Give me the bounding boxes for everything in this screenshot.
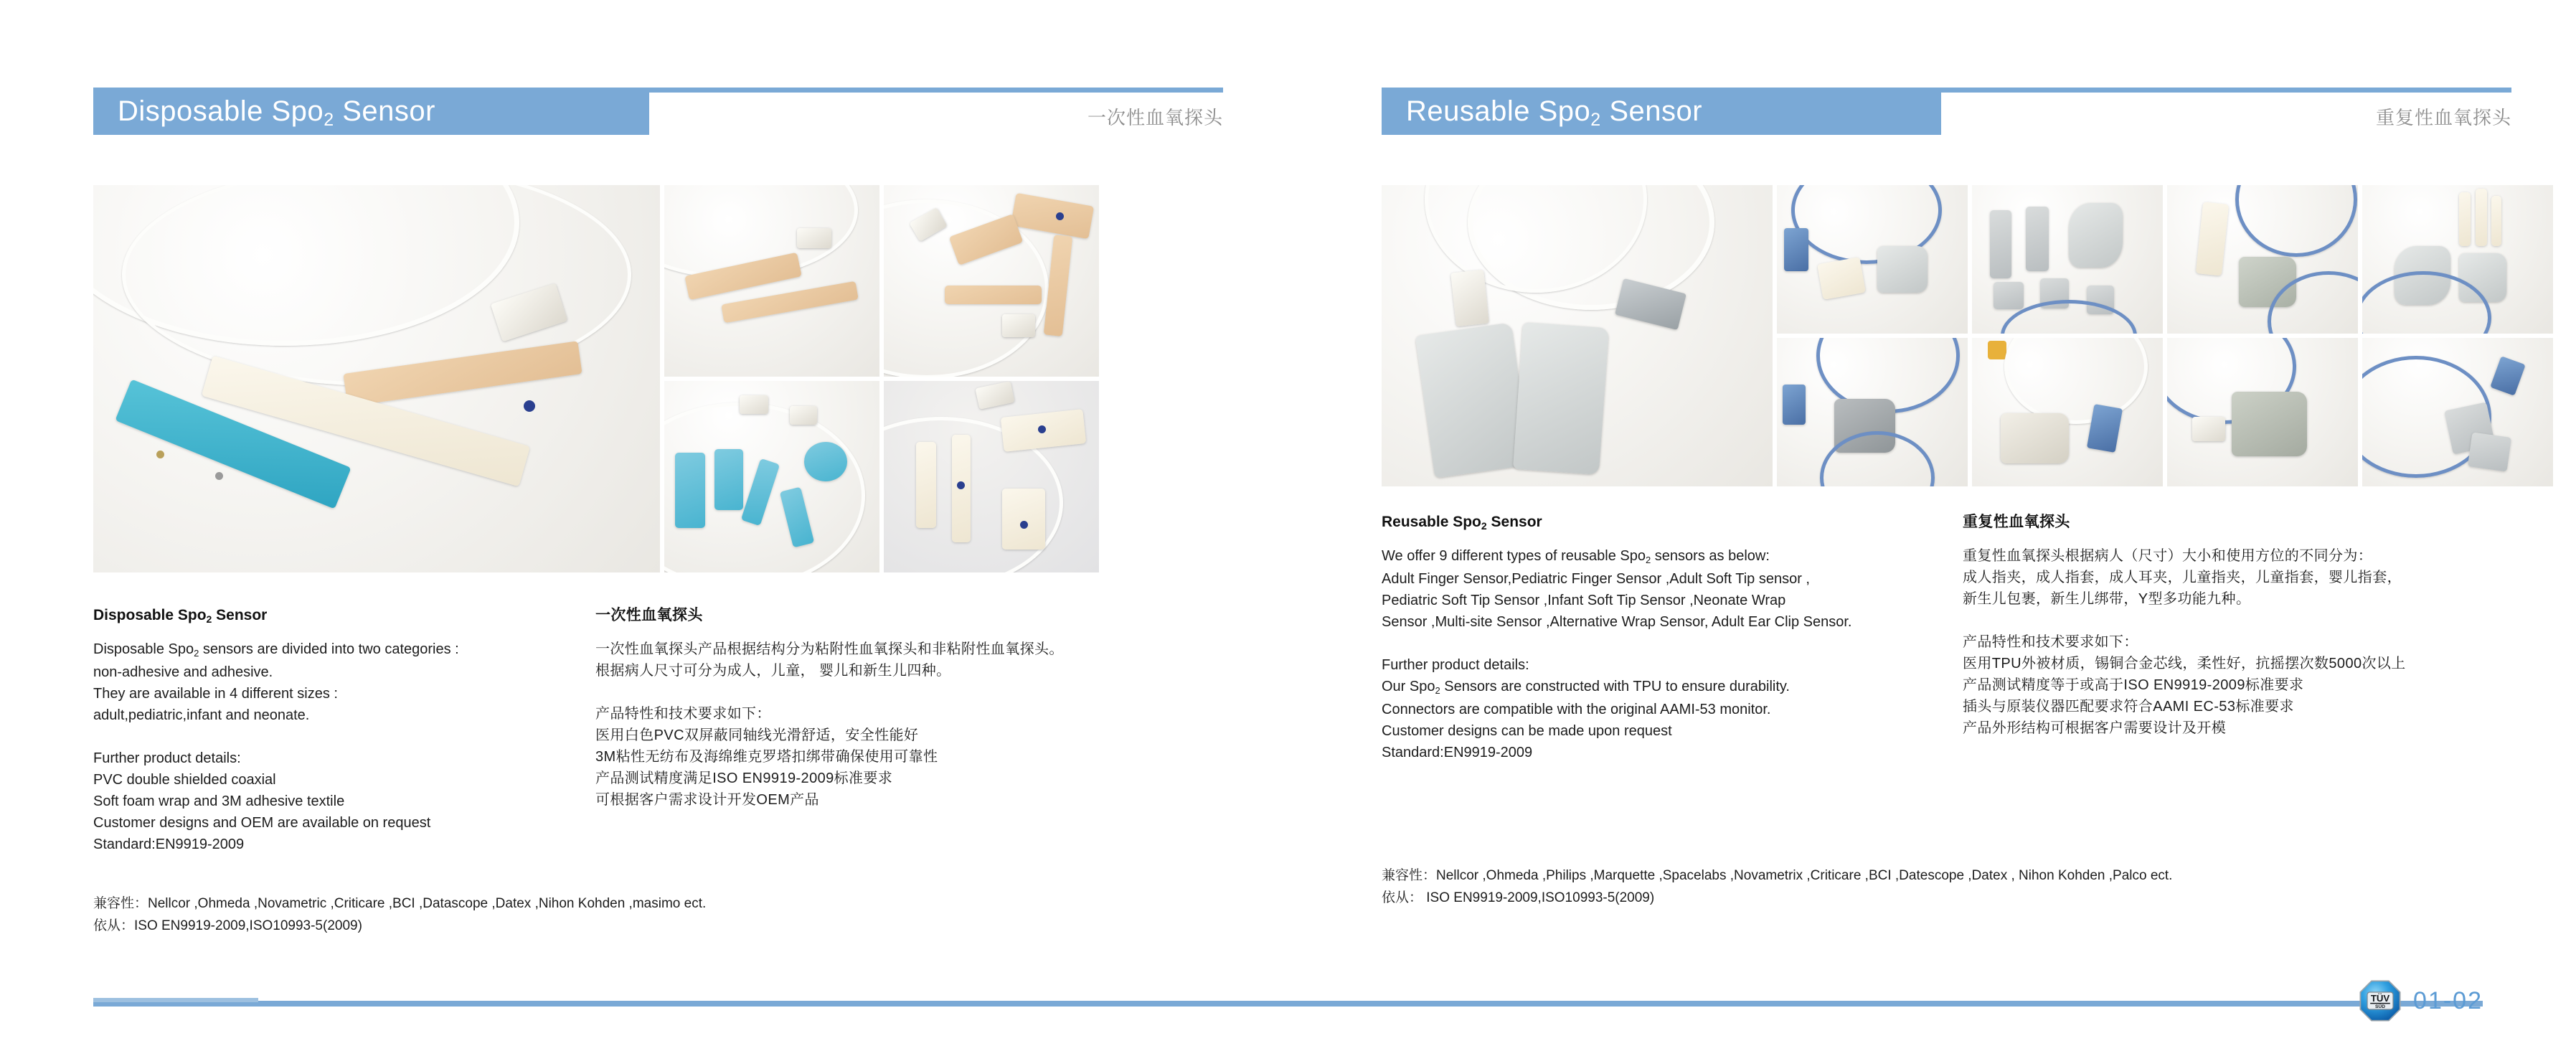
- product-photo-thumb: [884, 381, 1099, 572]
- body-line: Further product details:: [1382, 657, 1529, 674]
- page-title-chinese: 重复性血氧探头: [2375, 107, 2511, 128]
- product-photo-grid: [664, 185, 1099, 572]
- page-title-chinese: 一次性血氧探头: [1087, 107, 1223, 128]
- left-english-text: [93, 606, 567, 855]
- body-line: Soft foam wrap and 3M adhesive textile: [93, 793, 345, 810]
- standards-line: 依从：ISO EN9919-2009,ISO10993-5(2009): [93, 918, 362, 933]
- svg-text:TÜV: TÜV: [2370, 993, 2390, 1004]
- body-line: 一次性血氧探头产品根据结构分为粘附性血氧探头和非粘附性血氧探头。: [595, 641, 1064, 658]
- body-line: Connectors are compatible with the original AAMI-53 monitor.: [1382, 702, 1771, 718]
- page-title: Disposable Spo$_2$ Sensor: [118, 95, 435, 130]
- body-line: 医用TPU外被材质，锡铜合金芯线，柔性好，抗摇摆次数5000次以上: [1963, 656, 2406, 672]
- body-line: Adult Finger Sensor,Pediatric Finger Sensor ,Adult Soft Tip sensor ,: [1382, 571, 1810, 588]
- body-line: non-adhesive and adhesive.: [93, 664, 273, 681]
- body-line: Customer designs and OEM are available on request: [93, 815, 431, 831]
- product-photo-main: [1382, 185, 1773, 486]
- product-photo-main: [93, 185, 660, 572]
- body-line: 可根据客户需求设计开发OEM产品: [595, 792, 819, 809]
- compatibility-line: 兼容性：Nellcor ,Ohmeda ,Novametric ,Criticare ,BCI ,Datascope ,Datex ,Nihon Kohden ,masimo ect.: [93, 896, 707, 911]
- left-compatibility-note: [93, 892, 1169, 937]
- body-line: 插头与原装仪器匹配要求符合AAMI EC-53标准要求: [1963, 699, 2294, 715]
- page-title: Reusable Spo$_2$ Sensor: [1406, 95, 1703, 130]
- body-line: 产品外形结构可根据客户需要设计及开模: [1963, 720, 2227, 737]
- body-line: 根据病人尺寸可分为成人，儿童， 婴儿和新生儿四种。: [595, 663, 951, 679]
- right-page-header: [1382, 88, 2511, 138]
- section-heading-chinese: 一次性血氧探头: [595, 607, 703, 623]
- body-line: 3M粘性无纺布及海绵维克罗塔扣绑带确保使用可靠性: [595, 749, 938, 765]
- body-line: 产品测试精度满足ISO EN9919-2009标准要求: [595, 770, 893, 787]
- body-line: Customer designs can be made upon request: [1382, 723, 1672, 740]
- product-photo-thumb: [2167, 185, 2358, 334]
- body-line: Our Spo$_2$ Sensors are constructed with TPU to ensure durability.: [1382, 679, 1790, 697]
- body-line: 成人指夹，成人指套，成人耳夹，儿童指夹，儿童指套，婴儿指套，: [1963, 570, 2402, 586]
- product-photo-thumb: [2362, 338, 2553, 486]
- section-heading: Reusable Spo$_2$ Sensor: [1382, 514, 1542, 532]
- product-photo-thumb: [1777, 185, 1968, 334]
- left-chinese-text: [595, 606, 1184, 811]
- body-line: Disposable Spo$_2$ sensors are divided into two categories :: [93, 641, 459, 659]
- page-right: [1288, 0, 2576, 1051]
- standards-line: 依从： ISO EN9919-2009,ISO10993-5(2009): [1382, 890, 1655, 905]
- product-photo-thumb: [1972, 185, 2163, 334]
- body-line: 产品测试精度等于或高于ISO EN9919-2009标准要求: [1963, 677, 2304, 694]
- product-photo-thumb: [1777, 338, 1968, 486]
- body-line: adult,pediatric,infant and neonate.: [93, 707, 310, 724]
- body-line: We offer 9 different types of reusable Spo$_2$ sensors as below:: [1382, 548, 1770, 566]
- tuv-sud-logo-icon: [2359, 979, 2402, 1022]
- section-heading: Disposable Spo$_2$ Sensor: [93, 607, 268, 625]
- page-footer: [2359, 979, 2483, 1022]
- body-line: PVC double shielded coaxial: [93, 772, 276, 788]
- footer-divider: [93, 1001, 2483, 1010]
- right-compatibility-note: [1382, 864, 2544, 909]
- header-bar: [93, 88, 649, 135]
- product-photo-thumb: [2362, 185, 2553, 334]
- product-photo-thumb: [664, 381, 879, 572]
- product-photo-gallery: [1382, 185, 2553, 486]
- page-number: 01-02: [2413, 986, 2483, 1014]
- body-line: 重复性血氧探头根据病人（尺寸）大小和使用方位的不同分为：: [1963, 548, 2373, 565]
- left-page-header: [93, 88, 1223, 138]
- product-photo-thumb: [664, 185, 879, 377]
- body-line: Further product details:: [93, 750, 241, 767]
- body-line: They are available in 4 different sizes :: [93, 686, 338, 702]
- svg-text:SÜD: SÜD: [2375, 1004, 2385, 1010]
- right-chinese-text: [1963, 513, 2537, 739]
- product-photo-grid: [1777, 185, 2553, 486]
- body-line: 产品特性和技术要求如下：: [595, 706, 771, 722]
- body-line: 产品特性和技术要求如下：: [1963, 634, 2138, 651]
- body-line: Standard:EN9919-2009: [1382, 745, 1533, 761]
- body-line: Standard:EN9919-2009: [93, 836, 245, 853]
- product-photo-thumb: [884, 185, 1099, 377]
- header-bar: [1382, 88, 1941, 135]
- body-line: 医用白色PVC双屏蔽同轴线光滑舒适，安全性能好: [595, 727, 919, 744]
- body-line: Sensor ,Multi-site Sensor ,Alternative Wrap Sensor, Adult Ear Clip Sensor.: [1382, 614, 1852, 631]
- product-photo-gallery: [93, 185, 1099, 572]
- product-photo-thumb: [2167, 338, 2358, 486]
- compatibility-line: 兼容性：Nellcor ,Ohmeda ,Philips ,Marquette ,Spacelabs ,Novametrix ,Criticare ,BCI ,Datescope ,Datex , Nihon Kohden ,Palco ect.: [1382, 868, 2173, 883]
- body-line: Pediatric Soft Tip Sensor ,Infant Soft Tip Sensor ,Neonate Wrap: [1382, 593, 1786, 609]
- product-photo-thumb: [1972, 338, 2163, 486]
- section-heading-chinese: 重复性血氧探头: [1963, 514, 2070, 530]
- right-english-text: [1382, 513, 1927, 763]
- body-line: 新生儿包裹，新生儿绑带，Y型多功能九种。: [1963, 591, 2251, 608]
